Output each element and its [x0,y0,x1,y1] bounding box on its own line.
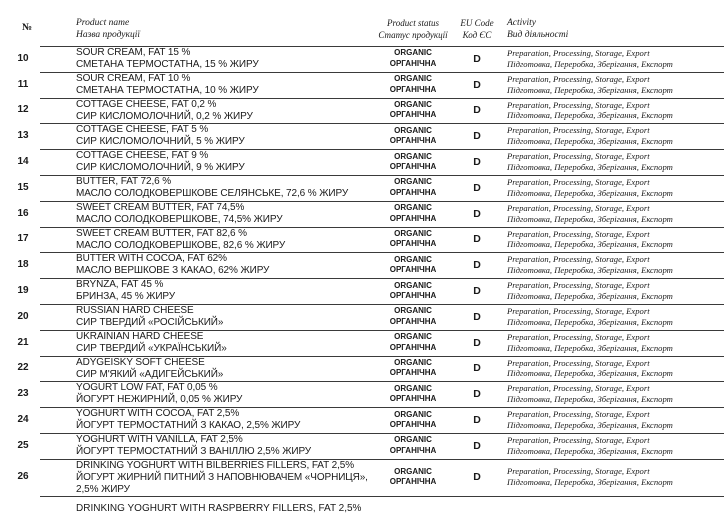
eu-code: D [473,156,481,169]
status-en: ORGANIC [394,466,432,476]
activity-en: Preparation, Processing, Storage, Export [507,409,650,420]
eu-code: D [473,471,481,484]
row-number: 26 [17,471,29,483]
row-number: 20 [17,310,29,322]
product-name-en: COTTAGE CHEESE, FAT 0,2 % [76,98,217,110]
product-name [76,408,366,432]
activity-en: Preparation, Processing, Storage, Export [507,306,650,317]
status-en: ORGANIC [394,203,432,213]
activity-ua: Підготовка, Переробка, Зберігання, Експорт [507,239,673,250]
header-eu-ua: Код ЄС [462,30,492,40]
header-eu-en: EU Code [460,18,494,28]
activity-ua: Підготовка, Переробка, Зберігання, Експорт [507,162,673,173]
table-row [0,175,724,201]
status-en: ORGANIC [394,409,432,419]
row-number: 10 [17,52,29,64]
status-en: ORGANIC [394,99,432,109]
activity-ua: Підготовка, Переробка, Зберігання, Експорт [507,316,673,327]
activity-ua: Підготовка, Переробка, Зберігання, Експорт [507,477,673,488]
row-number: 22 [17,362,29,374]
product-name-en: BUTTER, FAT 72,6 % [76,176,172,187]
product-name-ua: СМЕТАНА ТЕРМОСТАТНА, 10 % ЖИРУ [76,84,259,96]
product-name-ua: 2,5% ЖИРУ [76,483,130,495]
header-product-en: Product name [76,18,130,28]
product-name-ua: ЙОГУРТ ТЕРМОСТАТНИЙ З КАКАО, 2,5% ЖИРУ [76,420,301,432]
activity-ua: Підготовка, Переробка, Зберігання, Експорт [507,136,673,147]
activity [507,100,722,122]
activity [507,74,722,96]
product-name-ua: СИР М'ЯКИЙ «АДИГЕЙСЬКИЙ» [76,368,224,380]
product-name-ua: МАСЛО ВЕРШКОВЕ З КАКАО, 62% ЖИРУ [76,265,270,277]
status-ua: ОРГАНІЧНА [389,239,437,249]
product-status [370,358,456,379]
product-name [76,73,366,97]
row-number: 12 [17,104,29,116]
product-name-ua: СИР ТВЕРДИЙ «УКРАЇНСЬКИЙ» [76,342,227,354]
activity [507,383,722,405]
activity-ua: Підготовка, Переробка, Зберігання, Експорт [507,291,673,302]
eu-code: D [473,130,481,143]
status-ua: ОРГАНІЧНА [389,477,437,487]
product-name-en: COTTAGE CHEESE, FAT 5 % [76,124,209,136]
header-activity-en: Activity [507,18,537,28]
header-status-ua: Статус продукції [378,30,448,40]
product-name-en: BRYNZA, FAT 45 % [76,279,164,291]
header-product-status [370,17,456,41]
table-row [0,330,724,356]
status-en: ORGANIC [394,357,432,367]
activity [507,332,722,354]
row-number: 25 [17,439,29,451]
row-number: 14 [17,156,29,168]
product-name-ua: СИР КИСЛОМОЛОЧНИЙ, 5 % ЖИРУ [76,136,245,148]
activity-ua: Підготовка, Переробка, Зберігання, Експорт [507,265,673,276]
product-status [370,203,456,224]
activity [507,229,722,251]
activity-en: Preparation, Processing, Storage, Export [507,99,650,110]
row-number: 19 [17,285,29,297]
product-status [370,229,456,250]
status-ua: ОРГАНІЧНА [389,136,437,146]
product-name-ua: МАСЛО СОЛОДКОВЕРШКОВЕ, 82,6 % ЖИРУ [76,239,286,251]
status-en: ORGANIC [394,74,432,84]
table-row [0,46,724,72]
table-row [0,149,724,175]
eu-code: D [473,78,481,91]
product-name [76,176,366,200]
status-ua: ОРГАНІЧНА [389,58,437,68]
activity [507,409,722,431]
activity-en: Preparation, Processing, Storage, Export [507,383,650,394]
status-en: ORGANIC [394,151,432,161]
row-divider [40,496,724,497]
product-name-en: DRINKING YOGHURT WITH BILBERRIES FILLERS, FAT 2,5% [76,459,355,471]
status-en: ORGANIC [394,332,432,342]
product-name [76,357,366,381]
table-row [0,227,724,253]
product-name-ua: СИР ТВЕРДИЙ «РОСІЙСЬКИЙ» [76,317,224,328]
table-row [0,98,724,124]
table-row [0,433,724,459]
header-number: № [22,22,33,33]
product-name-ua: СИР КИСЛОМОЛОЧНИЙ, 0,2 % ЖИРУ [76,110,253,122]
activity [507,177,722,199]
product-status [370,467,456,488]
product-name [76,434,366,458]
header-activity [507,17,568,41]
product-name-ua: МАСЛО СОЛОДКОВЕРШКОВЕ СЕЛЯНСЬКЕ, 72,6 % ЖИРУ [76,188,349,199]
product-status [370,48,456,69]
status-ua: ОРГАНІЧНА [389,213,437,223]
activity-ua: Підготовка, Переробка, Зберігання, Експорт [507,342,673,353]
product-name [76,150,366,174]
product-name-en: COTTAGE CHEESE, FAT 9 % [76,150,209,162]
status-ua: ОРГАНІЧНА [389,110,437,120]
activity-ua: Підготовка, Переробка, Зберігання, Експорт [507,58,673,69]
table-row [0,252,724,278]
activity [507,306,722,328]
activity-ua: Підготовка, Переробка, Зберігання, Експорт [507,213,673,224]
product-name-en: SWEET CREAM BUTTER, FAT 74,5% [76,201,245,213]
table-row [0,407,724,433]
header-status-en: Product status [387,18,439,28]
table-row [0,459,724,496]
eu-code: D [473,439,481,452]
status-ua: ОРГАНІЧНА [389,84,437,94]
status-en: ORGANIC [394,177,432,187]
product-status [370,435,456,456]
status-ua: ОРГАНІЧНА [389,394,437,404]
eu-code: D [473,414,481,427]
eu-code: D [473,285,481,298]
status-en: ORGANIC [394,48,432,58]
eu-code: D [473,310,481,323]
product-name-en: SOUR CREAM, FAT 15 % [76,47,191,58]
product-name-ua: МАСЛО СОЛОДКОВЕРШКОВЕ, 74,5% ЖИРУ [76,213,283,225]
status-en: ORGANIC [394,383,432,393]
product-name-en: YOGHURT WITH VANILLA, FAT 2,5% [76,434,243,445]
product-name [76,124,366,148]
product-name [76,228,366,252]
activity-en: Preparation, Processing, Storage, Export [507,228,650,239]
product-name [76,460,366,496]
header-activity-ua: Вид діяльності [507,30,569,40]
product-status [370,126,456,147]
activity [507,151,722,173]
product-name-ua: СИР КИСЛОМОЛОЧНИЙ, 9 % ЖИРУ [76,162,245,174]
activity-en: Preparation, Processing, Storage, Export [507,254,650,265]
product-name [76,47,366,71]
product-name-en: ADYGEISKY SOFT CHEESE [76,356,205,368]
activity-en: Preparation, Processing, Storage, Export [507,202,650,213]
eu-code: D [473,233,481,246]
row-number: 24 [17,414,29,426]
product-name-ua: ЙОГУРТ НЕЖИРНИЙ, 0,05 % ЖИРУ [76,394,243,406]
product-name-ua: ЙОГУРТ ЖИРНИЙ ПИТНИЙ З НАПОВНЮВАЧЕМ «ЧОРНИЦЯ», [76,471,368,483]
status-ua: ОРГАНІЧНА [389,291,437,301]
product-name [76,279,366,303]
product-name-en: UKRAINIAN HARD CHEESE [76,330,204,342]
activity [507,254,722,276]
status-en: ORGANIC [394,254,432,264]
activity [507,466,722,488]
product-status [370,410,456,431]
row-number: 23 [17,388,29,400]
activity [507,48,722,70]
table-row [0,72,724,98]
table-row [0,201,724,227]
status-ua: ОРГАНІЧНА [389,265,437,275]
row-number: 11 [17,78,29,90]
activity [507,125,722,147]
product-name-en: SOUR CREAM, FAT 10 % [76,72,191,84]
row-number: 21 [17,336,29,348]
table-row [0,123,724,149]
product-name [76,99,366,123]
eu-code: D [473,207,481,220]
header-product-ua: Назва продукції [76,30,140,40]
eu-code: D [473,259,481,272]
cut-off-row-text: DRINKING YOGHURT WITH RASPBERRY FILLERS, FAT 2,5% [76,503,362,514]
product-name-ua: СМЕТАНА ТЕРМОСТАТНА, 15 % ЖИРУ [76,59,259,70]
row-number: 15 [17,181,29,193]
product-status [370,384,456,405]
status-ua: ОРГАНІЧНА [389,420,437,430]
status-ua: ОРГАНІЧНА [389,342,437,352]
activity-ua: Підготовка, Переробка, Зберігання, Експорт [507,110,673,121]
product-name [76,253,366,277]
table-row [0,381,724,407]
eu-code: D [473,181,481,194]
product-status [370,100,456,121]
product-name [76,382,366,406]
product-name-en: RUSSIAN HARD CHEESE [76,305,194,316]
status-ua: ОРГАНІЧНА [389,368,437,378]
status-en: ORGANIC [394,306,432,316]
row-number: 18 [17,259,29,271]
status-en: ORGANIC [394,125,432,135]
table-row [0,304,724,330]
status-en: ORGANIC [394,280,432,290]
activity-en: Preparation, Processing, Storage, Export [507,466,650,477]
status-ua: ОРГАНІЧНА [389,162,437,172]
status-en: ORGANIC [394,435,432,445]
row-number: 13 [17,130,29,142]
activity-en: Preparation, Processing, Storage, Export [507,151,650,162]
product-name [76,202,366,226]
product-status [370,177,456,198]
product-status [370,332,456,353]
eu-code: D [473,336,481,349]
eu-code: D [473,388,481,401]
status-en: ORGANIC [394,228,432,238]
table-header [0,0,724,48]
product-name [76,305,366,329]
activity-en: Preparation, Processing, Storage, Export [507,357,650,368]
status-ua: ОРГАНІЧНА [389,445,437,455]
eu-code: D [473,362,481,375]
activity [507,358,722,380]
product-status [370,306,456,327]
status-ua: ОРГАНІЧНА [389,316,437,326]
row-number: 17 [17,233,29,245]
status-ua: ОРГАНІЧНА [389,187,437,197]
activity-en: Preparation, Processing, Storage, Export [507,73,650,84]
header-eu-code [456,17,498,41]
table-row [0,278,724,304]
activity-ua: Підготовка, Переробка, Зберігання, Експорт [507,394,673,405]
product-name-en: YOGURT LOW FAT, FAT 0,05 % [76,382,218,394]
product-status [370,74,456,95]
header-product-name [76,17,140,41]
activity-en: Preparation, Processing, Storage, Export [507,280,650,291]
activity-en: Preparation, Processing, Storage, Export [507,177,650,188]
activity-ua: Підготовка, Переробка, Зберігання, Експорт [507,420,673,431]
activity-ua: Підготовка, Переробка, Зберігання, Експорт [507,187,673,198]
product-name-en: BUTTER WITH COCOA, FAT 62% [76,253,227,265]
activity [507,435,722,457]
product-name-ua: БРИНЗА, 45 % ЖИРУ [76,291,176,303]
product-status [370,152,456,173]
eu-code: D [473,104,481,117]
product-status [370,255,456,276]
activity [507,203,722,225]
activity-ua: Підготовка, Переробка, Зберігання, Експорт [507,368,673,379]
activity-en: Preparation, Processing, Storage, Export [507,48,650,59]
activity-en: Preparation, Processing, Storage, Export [507,435,650,446]
product-status [370,281,456,302]
activity-en: Preparation, Processing, Storage, Export [507,331,650,342]
row-number: 16 [17,207,29,219]
activity-ua: Підготовка, Переробка, Зберігання, Експорт [507,445,673,456]
product-name-ua: ЙОГУРТ ТЕРМОСТАТНИЙ З ВАНІЛЛЮ 2,5% ЖИРУ [76,446,312,457]
activity-ua: Підготовка, Переробка, Зберігання, Експорт [507,84,673,95]
product-name [76,331,366,355]
table-row [0,356,724,382]
activity [507,280,722,302]
product-name-en: YOGHURT WITH COCOA, FAT 2,5% [76,408,240,420]
activity-en: Preparation, Processing, Storage, Export [507,125,650,136]
eu-code: D [473,52,481,65]
product-name-en: SWEET CREAM BUTTER, FAT 82,6 % [76,227,247,239]
